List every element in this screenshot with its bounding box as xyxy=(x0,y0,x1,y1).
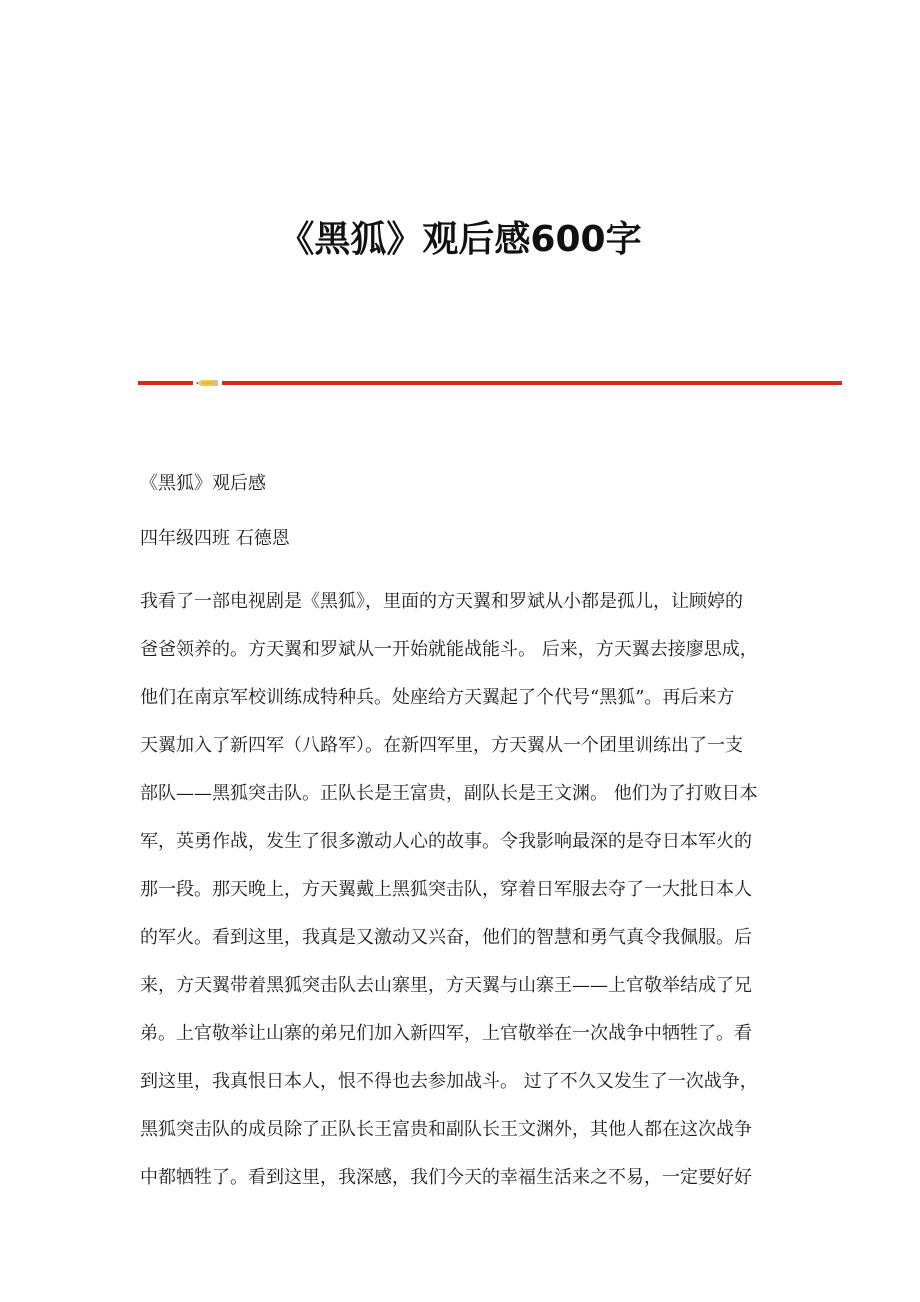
document-body xyxy=(140,466,790,1202)
paragraph-line: 部队——黑狐突击队。正队长是王富贵，副队长是王文渊。 他们为了打败日本 xyxy=(140,783,758,804)
essay-paragraph xyxy=(140,578,790,1202)
essay-heading: 《黑狐》观后感 xyxy=(140,473,266,494)
document-title: 《黑狐》观后感600字 xyxy=(278,219,642,260)
paragraph-line: 来，方天翼带着黑狐突击队去山寨里，方天翼与山寨王——上官敬举结成了兄 xyxy=(140,975,752,996)
paragraph-line: 弟。上官敬举让山寨的弟兄们加入新四军，上官敬举在一次战争中牺牲了。看 xyxy=(140,1023,752,1044)
paragraph-line: 爸爸领养的。方天翼和罗斌从一开始就能战能斗。 后来，方天翼去接廖思成， xyxy=(140,639,758,660)
paragraph-line: 他们在南京军校训练成特种兵。处座给方天翼起了个代号“黑狐”。再后来方 xyxy=(140,687,735,708)
paragraph-line: 到这里，我真恨日本人，恨不得也去参加战斗。 过了不久又发生了一次战争， xyxy=(140,1071,758,1092)
paragraph-line: 我看了一部电视剧是《黑狐》，里面的方天翼和罗斌从小都是孤儿，让顾婷的 xyxy=(140,591,743,612)
paragraph-line: 军，英勇作战，发生了很多激动人心的故事。令我影响最深的是夺日本军火的 xyxy=(140,831,752,852)
author-line: 四年级四班 石德恩 xyxy=(140,528,290,549)
paragraph-line: 黑狐突击队的成员除了正队长王富贵和副队长王文渊外，其他人都在这次战争 xyxy=(140,1119,752,1140)
paragraph-line: 那一段。那天晚上，方天翼戴上黑狐突击队，穿着日军服去夺了一大批日本人 xyxy=(140,879,752,900)
divider-bar-left xyxy=(138,381,193,385)
paragraph-line: 的军火。看到这里，我真是又激动又兴奋，他们的智慧和勇气真令我佩服。后 xyxy=(140,927,752,948)
paragraph-line: 中都牺牲了。看到这里，我深感，我们今天的幸福生活来之不易，一定要好好 xyxy=(140,1167,752,1188)
paragraph-line: 天翼加入了新四军（八路军）。在新四军里，方天翼从一个团里训练出了一支 xyxy=(140,735,743,756)
pencil-icon xyxy=(196,378,218,388)
title-divider xyxy=(138,378,842,390)
divider-bar-right xyxy=(222,381,842,385)
